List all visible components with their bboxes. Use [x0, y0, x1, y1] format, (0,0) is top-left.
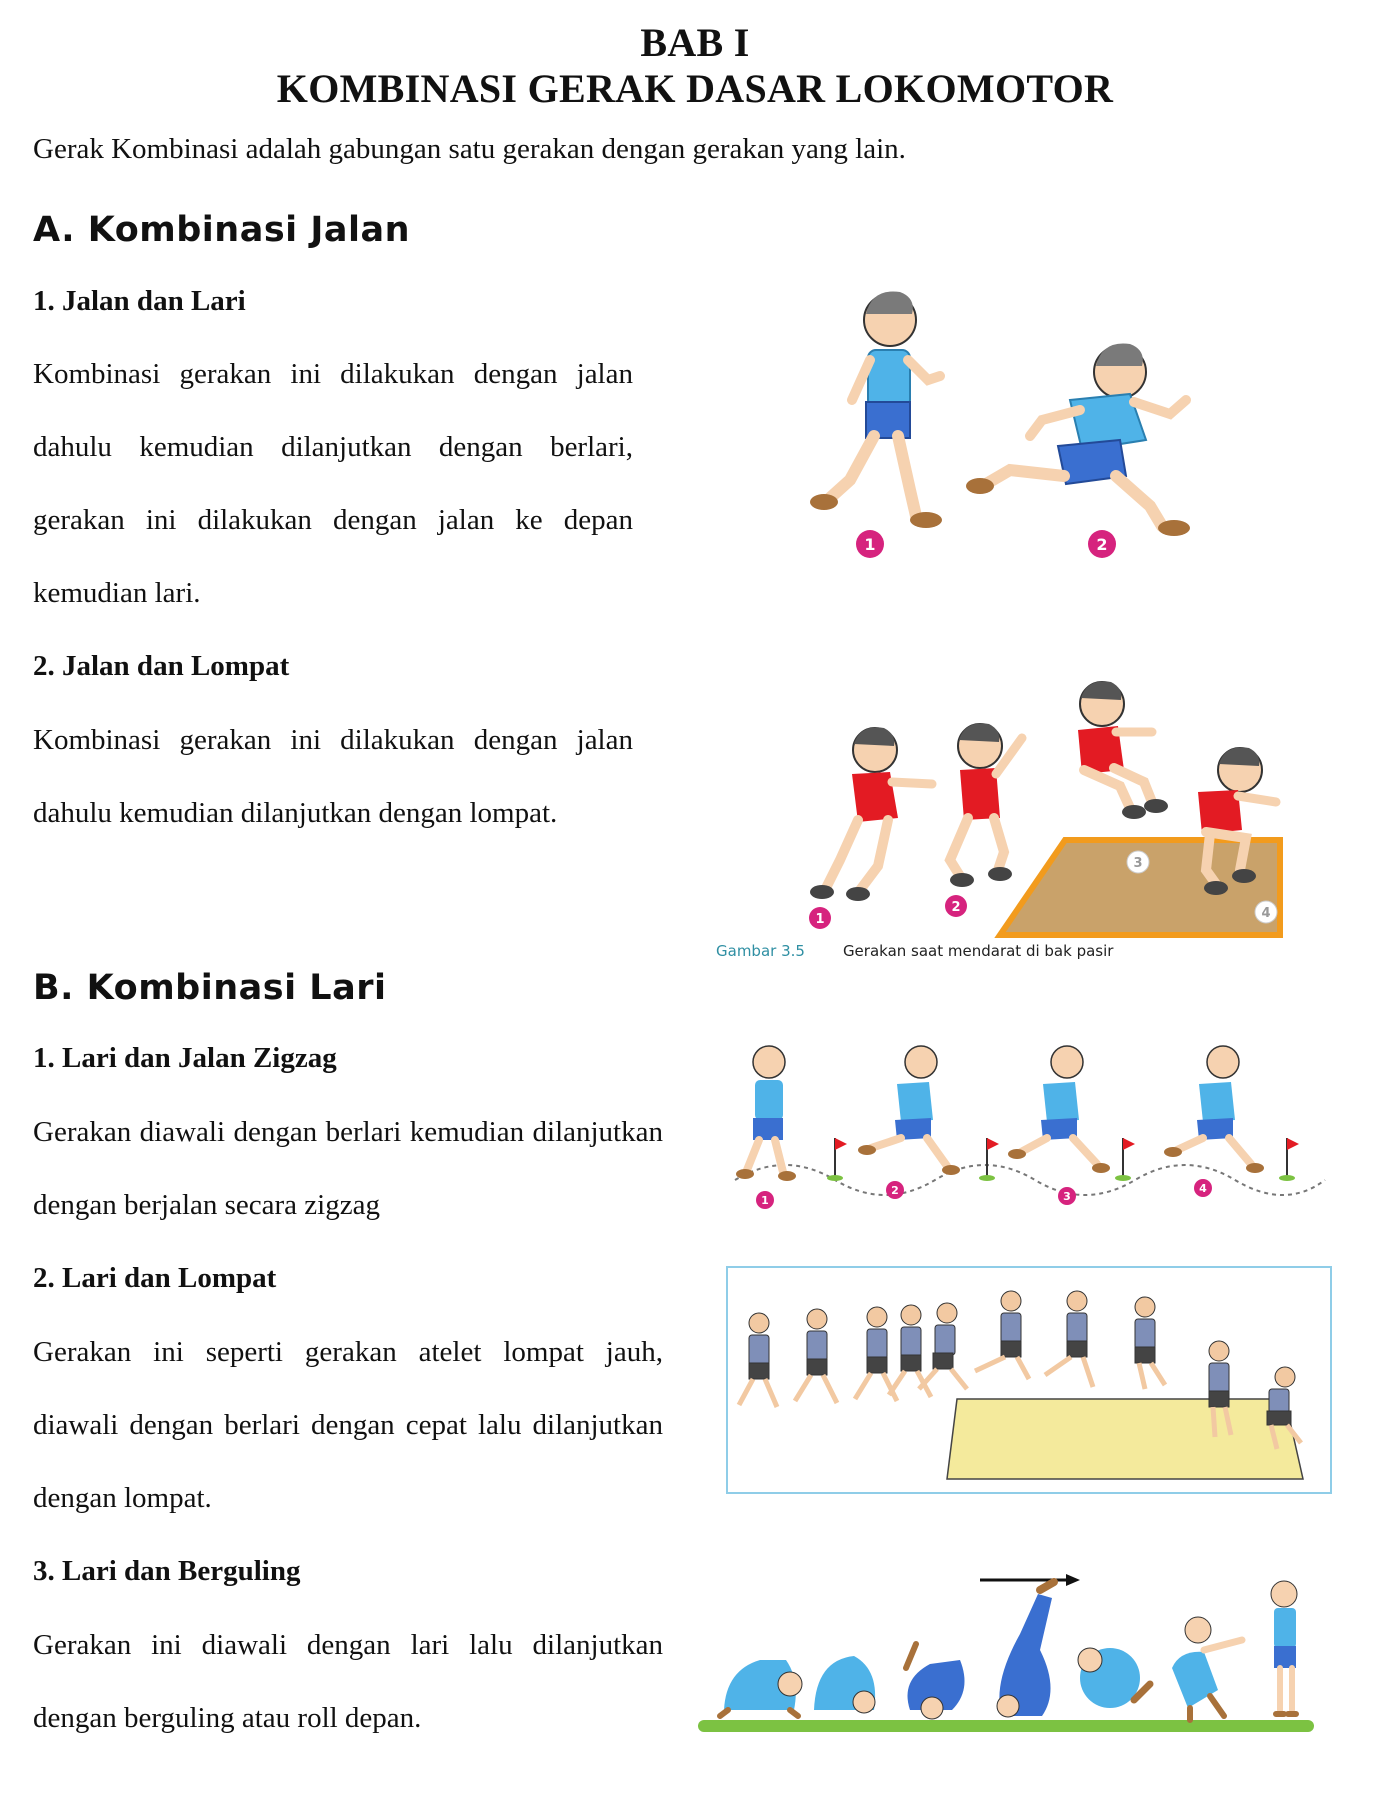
zigzag-flag-4	[1279, 1138, 1299, 1181]
forward-roll-illustration	[690, 1560, 1360, 1740]
jump-marker-label-2: 2	[951, 900, 961, 915]
zigzag-boy-3	[1008, 1046, 1110, 1173]
running-boy-figure	[966, 343, 1190, 536]
zigzag-marker-label-2: 2	[891, 1184, 899, 1197]
subsection-lari-zigzag: 1. Lari dan Jalan Zigzag	[33, 1042, 337, 1074]
roll-figure-1	[720, 1660, 802, 1716]
zigzag-boy-4	[1164, 1046, 1264, 1173]
paragraph-lari-berguling: Gerakan ini diawali dengan lari lalu dilanjutkan dengan berguling atau roll depan.	[33, 1629, 663, 1734]
roll-figure-7	[1271, 1581, 1297, 1714]
paragraph-lari-zigzag: Gerakan diawali dengan berlari kemudian dilanjutkan dengan berjalan secara zigzag	[33, 1116, 663, 1221]
jump-marker-label-1: 1	[815, 912, 825, 927]
chapter-title: KOMBINASI GERAK DASAR LOKOMOTOR	[276, 66, 1114, 111]
paragraph-jalan-lompat: Kombinasi gerakan ini dilakukan dengan jalan dahulu kemudian dilanjutkan dengan lompat.	[33, 724, 633, 829]
subsection-lari-lompat: 2. Lari dan Lompat	[33, 1262, 277, 1294]
walk-run-illustration	[790, 280, 1250, 570]
subsection-jalan-lari: 1. Jalan dan Lari	[33, 285, 246, 317]
roll-mat	[698, 1720, 1314, 1732]
zigzag-marker-label-1: 1	[761, 1194, 769, 1207]
chapter-label: BAB I	[640, 20, 750, 65]
figure-caption	[716, 942, 1113, 960]
zigzag-flag-2	[979, 1138, 999, 1181]
subsection-jalan-lompat: 2. Jalan dan Lompat	[33, 650, 290, 682]
roll-figure-5	[1078, 1648, 1150, 1708]
zigzag-flag-1	[827, 1138, 847, 1181]
section-a-heading: A. Kombinasi Jalan	[33, 210, 411, 250]
jump-marker-label-4: 4	[1261, 906, 1271, 921]
roll-figure-6	[1172, 1617, 1242, 1720]
intro-text: Gerak Kombinasi adalah gabungan satu gerakan dengan gerakan yang lain.	[33, 133, 906, 165]
jump-figure-2	[950, 723, 1022, 887]
zigzag-path	[735, 1165, 1325, 1195]
zigzag-boy-1	[736, 1046, 796, 1181]
zigzag-flag-3	[1115, 1138, 1135, 1181]
zigzag-marker-label-4: 4	[1199, 1182, 1207, 1195]
long-jump-pit	[947, 1399, 1303, 1479]
zigzag-marker-label-3: 3	[1063, 1190, 1071, 1203]
arrow-head-icon	[1066, 1574, 1080, 1586]
walking-boy-figure	[810, 291, 942, 528]
zigzag-illustration	[725, 1040, 1335, 1215]
step-marker-label-1: 1	[864, 535, 876, 554]
zigzag-boy-2	[858, 1046, 960, 1175]
roll-figure-3	[906, 1644, 965, 1719]
section-b-heading: B. Kombinasi Lari	[33, 968, 387, 1008]
figure-caption-number: Gambar 3.5	[716, 942, 805, 960]
jump-figure-1	[810, 727, 932, 901]
paragraph-jalan-lari: Kombinasi gerakan ini dilakukan dengan jalan dahulu kemudian dilanjutkan dengan berlari, gerakan ini dilakukan dengan jalan ke depan kemudian lari.	[33, 358, 633, 609]
figure-caption-text: Gerakan saat mendarat di bak pasir	[842, 942, 1114, 960]
roll-figure-2	[814, 1656, 875, 1713]
step-marker-label-2: 2	[1096, 535, 1108, 554]
roll-figure-4	[997, 1582, 1054, 1717]
subsection-lari-berguling: 3. Lari dan Berguling	[33, 1555, 301, 1587]
long-jump-illustration	[725, 1265, 1335, 1497]
jump-marker-label-3: 3	[1133, 856, 1143, 871]
walk-jump-illustration	[760, 670, 1320, 940]
paragraph-lari-lompat: Gerakan ini seperti gerakan atelet lompat jauh, diawali dengan berlari dengan cepat lalu dilanjutkan dengan lompat.	[33, 1336, 663, 1514]
jump-figure-3	[1078, 681, 1168, 819]
